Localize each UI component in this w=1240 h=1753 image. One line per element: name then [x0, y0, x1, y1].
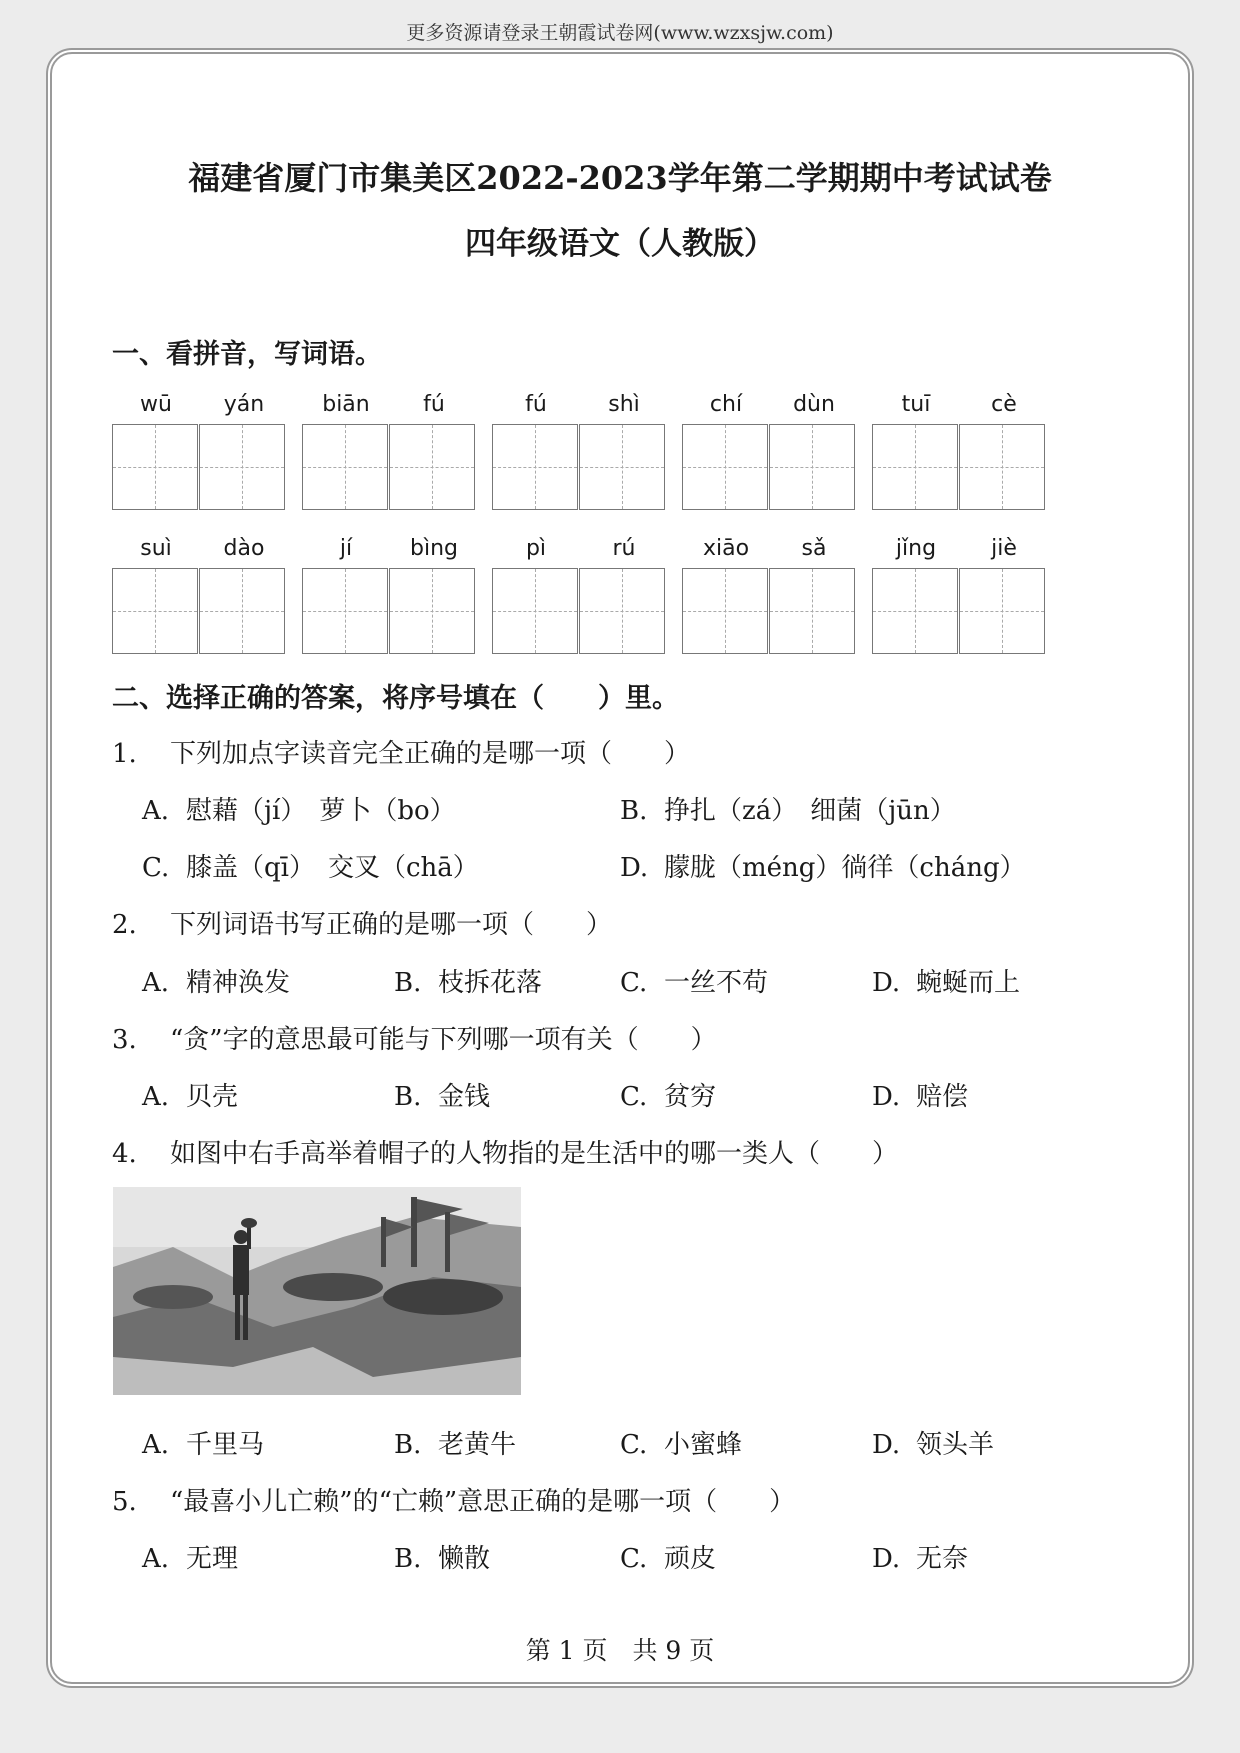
option-letter: B.: [394, 1082, 422, 1112]
option-text: 赔偿: [916, 1082, 969, 1112]
question-text: 如图中右手高举着帽子的人物指的是生活中的哪一类人（ ）: [170, 1139, 899, 1169]
pinyin-row-1: [112, 392, 1052, 522]
option-text: 领头羊: [916, 1430, 995, 1460]
question-number: 2.: [112, 910, 137, 940]
pinyin-label: dào: [223, 536, 265, 561]
writing-cell[interactable]: [302, 568, 388, 654]
pinyin-label: fú: [423, 392, 445, 417]
writing-cell[interactable]: [492, 568, 578, 654]
option-a[interactable]: [142, 1076, 238, 1113]
option-a[interactable]: [142, 962, 290, 999]
pinyin-label: jiè: [991, 536, 1017, 561]
question-2: [112, 904, 612, 941]
option-a[interactable]: [142, 1538, 238, 1575]
writing-cell[interactable]: [579, 568, 665, 654]
writing-cell[interactable]: [769, 568, 855, 654]
option-d[interactable]: [872, 1424, 994, 1461]
crowd-photo: [113, 1187, 521, 1395]
pinyin-label: fú: [525, 392, 547, 417]
option-letter: B.: [394, 1430, 422, 1460]
option-c[interactable]: [142, 847, 479, 884]
exam-title: 福建省厦门市集美区2022-2023学年第二学期期中考试试卷: [188, 159, 1052, 197]
question-5: [112, 1481, 795, 1518]
option-b[interactable]: [394, 1076, 490, 1113]
pinyin-label: chí: [709, 392, 743, 417]
writing-cell[interactable]: [302, 424, 388, 510]
option-d[interactable]: [872, 962, 1020, 999]
option-text: 顽皮: [664, 1544, 717, 1574]
option-letter: D.: [872, 1430, 901, 1460]
top-source-note: 更多资源请登录王朝霞试卷网(www.wzxsjw.com): [406, 22, 834, 44]
page-footer: 第 1 页 共 9 页: [525, 1636, 715, 1665]
section1-heading: 一、看拼音，写词语。: [112, 339, 382, 370]
question-text: 下列加点字读音完全正确的是哪一项（ ）: [170, 739, 691, 769]
option-b[interactable]: [620, 790, 956, 827]
option-text: 贫穷: [664, 1082, 717, 1112]
pinyin-label: suì: [140, 536, 172, 561]
option-c[interactable]: [620, 962, 768, 999]
writing-cell[interactable]: [579, 424, 665, 510]
option-letter: D.: [872, 968, 901, 998]
option-d[interactable]: [620, 847, 1026, 884]
question-3: [112, 1019, 717, 1056]
pinyin-label: bìng: [410, 536, 458, 561]
option-text: 小蜜蜂: [664, 1430, 743, 1460]
option-letter: C.: [620, 1082, 648, 1112]
exam-subtitle: 四年级语文（人教版）: [465, 226, 775, 262]
option-text: 无奈: [916, 1544, 969, 1574]
option-c[interactable]: [620, 1076, 716, 1113]
pinyin-label: sǎ: [801, 536, 827, 561]
pinyin-label: pì: [525, 536, 547, 561]
option-letter: A.: [142, 796, 170, 826]
option-letter: B.: [620, 796, 648, 826]
option-letter: A.: [142, 968, 170, 998]
option-letter: A.: [142, 1082, 170, 1112]
writing-cell[interactable]: [389, 424, 475, 510]
option-text: 懒散: [438, 1544, 491, 1574]
question-text: 下列词语书写正确的是哪一项（ ）: [170, 910, 613, 940]
option-b[interactable]: [394, 1424, 516, 1461]
option-text: 精神涣发: [186, 968, 291, 998]
option-text: 贝壳: [186, 1082, 239, 1112]
question-text: “最喜小儿亡赖”的“亡赖”意思正确的是哪一项（ ）: [170, 1487, 796, 1517]
option-b[interactable]: [394, 962, 542, 999]
question-number: 5.: [112, 1487, 137, 1517]
pinyin-label: jí: [339, 536, 353, 561]
option-text: 金钱: [438, 1082, 491, 1112]
writing-cell[interactable]: [389, 568, 475, 654]
question-number: 1.: [112, 739, 137, 769]
option-d[interactable]: [872, 1538, 968, 1575]
pinyin-label: tuī: [901, 392, 931, 417]
writing-cell[interactable]: [682, 424, 768, 510]
option-text: 枝拆花落: [438, 968, 543, 998]
option-a[interactable]: [142, 1424, 264, 1461]
option-letter: D.: [620, 853, 649, 883]
writing-cell[interactable]: [872, 568, 958, 654]
writing-cell[interactable]: [959, 424, 1045, 510]
option-text: 千里马: [186, 1430, 265, 1460]
option-text: 膝盖（qī） 交叉（chā）: [186, 853, 479, 883]
option-letter: A.: [142, 1430, 170, 1460]
writing-cell[interactable]: [959, 568, 1045, 654]
option-text: 无理: [186, 1544, 239, 1574]
writing-cell[interactable]: [872, 424, 958, 510]
question-number: 3.: [112, 1025, 137, 1055]
question-1: [112, 733, 690, 770]
option-b[interactable]: [394, 1538, 490, 1575]
option-letter: B.: [394, 1544, 422, 1574]
option-text: 慰藉（jí） 萝卜（bo）: [186, 796, 456, 826]
writing-cell[interactable]: [112, 424, 198, 510]
writing-cell[interactable]: [769, 424, 855, 510]
option-text: 朦胧（méng）徜徉（cháng）: [664, 853, 1026, 883]
option-letter: D.: [872, 1082, 901, 1112]
pinyin-label: shì: [608, 392, 640, 417]
option-text: 蜿蜒而上: [916, 968, 1021, 998]
writing-cell[interactable]: [199, 424, 285, 510]
writing-cell[interactable]: [112, 568, 198, 654]
writing-cell[interactable]: [492, 424, 578, 510]
crowd-photo-graphic: [113, 1187, 521, 1395]
option-letter: C.: [142, 853, 170, 883]
option-c[interactable]: [620, 1424, 742, 1461]
pinyin-label: jǐng: [895, 536, 937, 561]
pinyin-label: xiāo: [702, 536, 750, 561]
pinyin-label: cè: [991, 392, 1017, 417]
option-letter: B.: [394, 968, 422, 998]
question-text: “贪”字的意思最可能与下列哪一项有关（ ）: [170, 1025, 717, 1055]
question-4: [112, 1133, 898, 1170]
option-a[interactable]: [142, 790, 456, 827]
option-text: 老黄牛: [438, 1430, 517, 1460]
option-c[interactable]: [620, 1538, 716, 1575]
option-letter: C.: [620, 1430, 648, 1460]
writing-cell[interactable]: [682, 568, 768, 654]
writing-cell[interactable]: [199, 568, 285, 654]
option-text: 一丝不苟: [664, 968, 769, 998]
pinyin-label: dùn: [793, 392, 835, 417]
pinyin-row-2: [112, 536, 1052, 666]
pinyin-label: rú: [612, 536, 636, 561]
pinyin-label: wū: [140, 392, 172, 417]
option-d[interactable]: [872, 1076, 968, 1113]
option-letter: A.: [142, 1544, 170, 1574]
option-letter: D.: [872, 1544, 901, 1574]
option-text: 挣扎（zá） 细菌（jūn）: [664, 796, 956, 826]
option-letter: C.: [620, 1544, 648, 1574]
pinyin-label: yán: [223, 392, 265, 417]
section2-heading: 二、选择正确的答案，将序号填在（ ）里。: [112, 683, 679, 714]
pinyin-label: biān: [322, 392, 370, 417]
option-letter: C.: [620, 968, 648, 998]
question-number: 4.: [112, 1139, 137, 1169]
